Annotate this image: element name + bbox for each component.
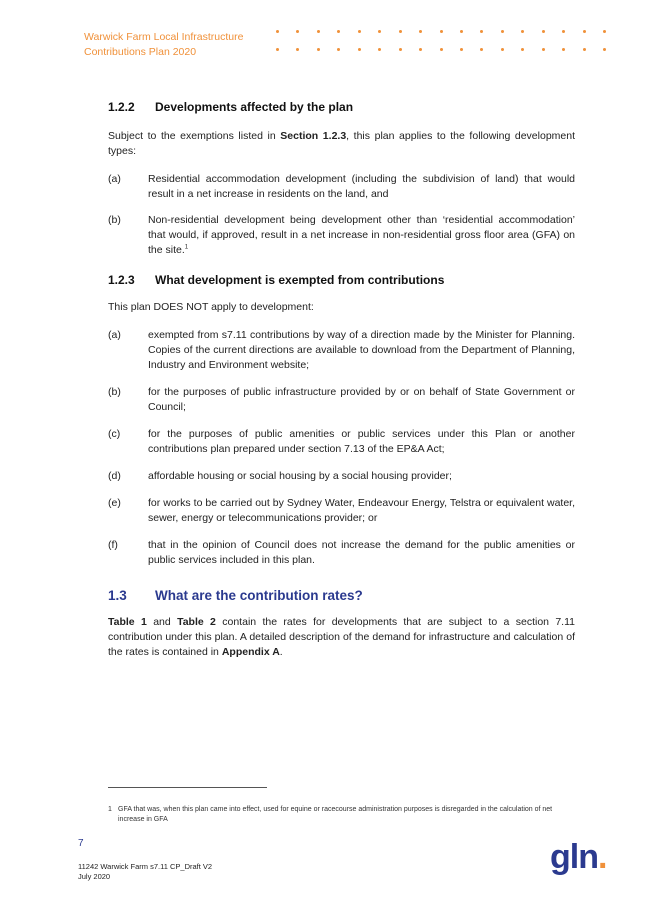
decorative-dot (583, 48, 586, 51)
list-text: for the purposes of public infrastructure provided by or on behalf of State Government or Council; (148, 386, 575, 413)
decorative-dot (419, 30, 422, 33)
list-text: exempted from s7.11 contributions by way of a direction made by the Minister for Planning. Copies of the current directions are available to download from the Department of Planning, Industry and Environment website; (148, 329, 575, 371)
list-label: (a) (108, 173, 121, 185)
header-title-line1: Warwick Farm Local Infrastructure (84, 31, 244, 43)
text-run: contain the rates for developments that are subject to a section 7.11 contribution under this plan. A detailed description of the demand for infrastructure and calculation of the rates is contained in (108, 616, 575, 658)
decorative-dot (542, 30, 545, 33)
list-text: Residential accommodation development (including the subdivision of land) that would result in a net increase in residents on the land, and (148, 173, 575, 200)
table-reference: Table 1 (108, 616, 147, 628)
decorative-dot (521, 30, 524, 33)
list-label: (f) (108, 539, 118, 551)
decorative-dot (501, 48, 504, 51)
footnote (108, 805, 578, 825)
decorative-dot (399, 48, 402, 51)
header-dot-pattern (276, 30, 606, 60)
list-item (108, 385, 575, 415)
list-text: for the purposes of public amenities or public services under this Plan or another contributions plan prepared under section 7.13 of the EP&A Act; (148, 428, 575, 455)
decorative-dot (460, 30, 463, 33)
decorative-dot (603, 30, 606, 33)
paragraph (108, 129, 575, 159)
text-run: , this plan applies to the following development types: (108, 130, 576, 157)
text-run: Non-residential development being development other than ‘residential accommodation’ that would, if approved, result in a net increase in non-residential gross floor area (GFA) on the site. (148, 214, 575, 256)
list-item (108, 469, 575, 484)
text-run: and (146, 616, 178, 628)
document-info (78, 862, 212, 882)
logo-text: gln (550, 838, 598, 876)
decorative-dot (378, 48, 381, 51)
decorative-dot (296, 30, 299, 33)
header-title (84, 30, 243, 60)
decorative-dot (603, 48, 606, 51)
decorative-dot (562, 48, 565, 51)
list-label: (e) (108, 497, 121, 509)
decorative-dot (317, 48, 320, 51)
decorative-dot (399, 30, 402, 33)
section-number: 1.2.3 (108, 273, 135, 287)
section-title: What are the contribution rates? (155, 588, 363, 603)
page-number: 7 (78, 838, 84, 849)
decorative-dot (440, 30, 443, 33)
list-item (108, 427, 575, 457)
decorative-dot (501, 30, 504, 33)
appendix-reference: Appendix A (221, 646, 280, 658)
section-heading (108, 100, 575, 115)
section-title: What development is exempted from contributions (155, 273, 445, 287)
decorative-dot (480, 30, 483, 33)
header-title-line2: Contributions Plan 2020 (84, 46, 197, 58)
list-label: (d) (108, 470, 121, 482)
decorative-dot (460, 48, 463, 51)
footnote-ref: 1 (184, 244, 189, 251)
paragraph: This plan DOES NOT apply to development: (108, 301, 314, 313)
paragraph (108, 615, 575, 660)
decorative-dot (358, 48, 361, 51)
decorative-dot (419, 48, 422, 51)
decorative-dot (583, 30, 586, 33)
decorative-dot (337, 48, 340, 51)
logo-dot: . (597, 838, 607, 876)
decorative-dot (562, 30, 565, 33)
list-label: (b) (108, 386, 121, 398)
text-run: Subject to the exemptions listed in (108, 130, 281, 142)
section-reference: Section 1.2.3 (280, 130, 347, 142)
list-item (108, 496, 575, 526)
section-title: Developments affected by the plan (155, 100, 354, 114)
document-name: 11242 Warwick Farm s7.11 CP_Draft V2 (78, 862, 213, 871)
list-text: for works to be carried out by Sydney Water, Endeavour Energy, Telstra or equivalent water, sewer, energy or telecommunications provider; or (148, 497, 575, 524)
list-label: (b) (108, 214, 121, 226)
section-number: 1.2.2 (108, 100, 135, 114)
list-item (108, 538, 575, 568)
document-date: July 2020 (78, 872, 111, 881)
section-heading (108, 588, 575, 603)
section-heading (108, 273, 575, 288)
list-label: (c) (108, 428, 121, 440)
decorative-dot (296, 48, 299, 51)
list-text (148, 213, 575, 258)
page-content (108, 100, 575, 660)
dot-row (276, 30, 606, 34)
decorative-dot (317, 30, 320, 33)
list-item (108, 328, 575, 373)
decorative-dot (358, 30, 361, 33)
section-number: 1.3 (108, 588, 127, 603)
decorative-dot (542, 48, 545, 51)
decorative-dot (337, 30, 340, 33)
gln-logo (550, 838, 606, 877)
list-item (108, 213, 575, 258)
decorative-dot (276, 30, 279, 33)
list-text: that in the opinion of Council does not increase the demand for the public amenities or public services included in this plan. (148, 539, 575, 566)
decorative-dot (480, 48, 483, 51)
list-item (108, 172, 575, 202)
list-label: (a) (108, 329, 121, 341)
footnote-number: 1 (108, 806, 112, 813)
decorative-dot (276, 48, 279, 51)
text-run: . (279, 646, 283, 658)
table-reference: Table 2 (177, 616, 216, 628)
footnote-text: GFA that was, when this plan came into effect, used for equine or racecourse administration purposes is disregarded in the calculation of net increase in GFA (118, 806, 553, 823)
dot-row (276, 48, 606, 52)
footnote-divider (108, 787, 267, 788)
decorative-dot (378, 30, 381, 33)
decorative-dot (521, 48, 524, 51)
list-text: affordable housing or social housing by a social housing provider; (148, 470, 452, 482)
decorative-dot (440, 48, 443, 51)
